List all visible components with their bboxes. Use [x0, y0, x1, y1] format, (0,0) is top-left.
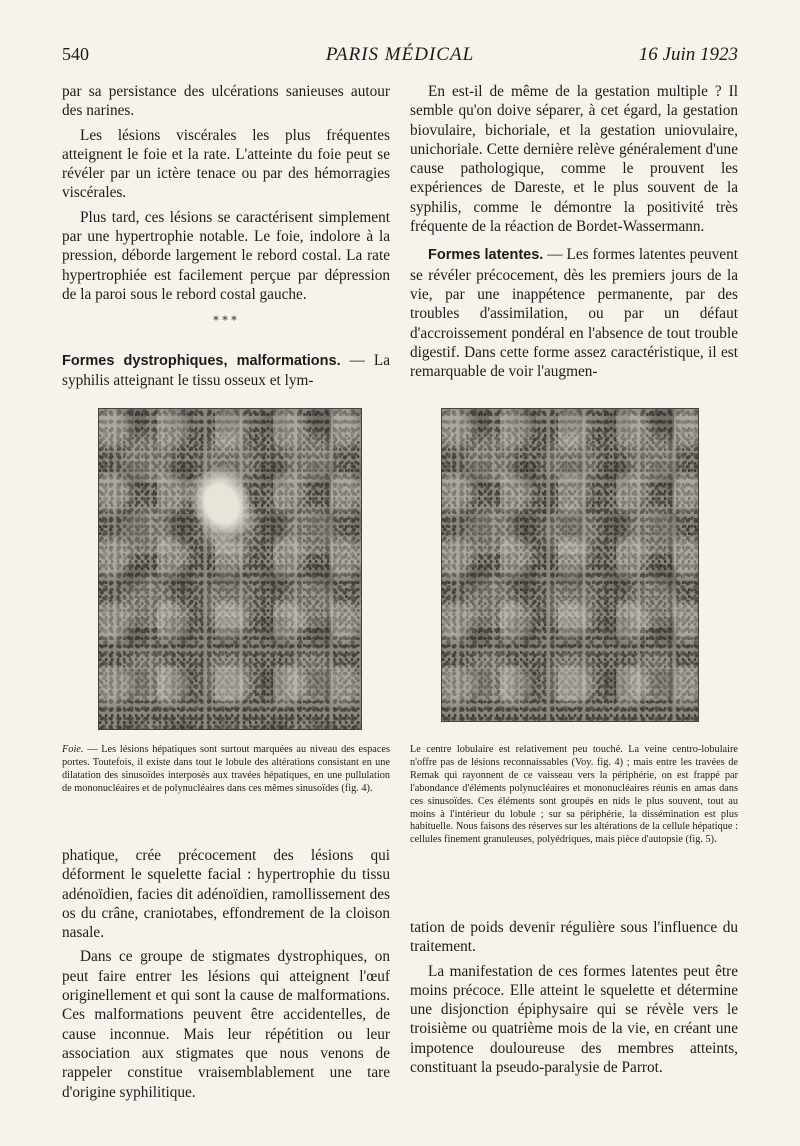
- journal-title: PARIS MÉDICAL: [325, 44, 475, 65]
- right-column-top: [410, 82, 738, 381]
- section-heading: Formes dystrophiques, malformations.: [62, 353, 341, 369]
- section-text: — La syphilis atteignant le tissu osseux et lym-: [62, 352, 390, 390]
- left-column-top: [62, 82, 390, 304]
- left-column-bottom: [62, 846, 390, 1102]
- paragraph: [410, 245, 738, 381]
- paragraph: tation de poids devenir régulière sous l'influence du traitement.: [410, 919, 738, 956]
- paragraph: Dans ce groupe de stigmates dystrophiques, on peut faire entrer les lésions qui atteignent l'œuf originellement et qui sont la cause de malformations. Ces malformations peuvent être accidentelles, de cause inconnue. Mais leur répétition ou leur association aux stigmates que nous venons de rappeler constitue vraisemblablement une tare d'origine syphilitique.: [62, 948, 390, 1101]
- paragraph: La manifestation de ces formes latentes peut être moins précoce. Elle atteint le squelette et détermine une disjonction épiphysaire qui se révèle vers le troisième ou quatrième mois de la vie, en créant une impotence douloureuse des membres atteints, constituant la pseudo-paralysie de Parrot.: [410, 962, 738, 1077]
- section-text: — Les formes latentes peuvent se révéler précocement, dès les premiers jours de la vie, par une inappétence permanente, par des troubles d'assimilation, ou par un défaut d'accroissement pondéral en l'absence de tout trouble digestif. Dans cette forme assez caractéristique, il est remarquable de voir l'augmen-: [410, 246, 738, 381]
- figure-caption-left: [62, 744, 390, 796]
- liver-micrograph-right: [441, 408, 699, 722]
- paragraph: En est-il de même de la gestation multiple ? Il semble qu'on doive séparer, à cet égard, la gestation biovulaire, bichoriale, et la gestation uniovulaire, unichoriale. Cette dernière relève généralement d'une cause pathologique, comme le prouvent les expériences de Dareste, et le plus souvent de la syphilis, comme le démontre la positivité très fréquente de la réaction de Bordet-Wassermann.: [410, 83, 738, 236]
- figure-caption-right: [410, 744, 738, 847]
- caption-text: Le centre lobulaire est relativement peu touché. La veine centro-lobulaire n'offre pas de lésions reconnaissables (Voy. fig. 4) ; mais entre les travées de Remak qui rayonnent de ce vaisseau vers la périphérie, on est frappé par l'abondance d'éléments polynucléaires et mononucléaires réunis en amas dans ces sinusoïdes. Ces éléments sont groupés en nids le plus souvent, tout au moins à l'intérieur du lobule ; sur sa périphérie, la dissémination est plus habituelle. Nous faisons des réserves sur les altérations de la cellule hépatique : cellules finement granuleuses, polyédriques, mais pièce d'autopsie (fig. 5).: [410, 744, 738, 846]
- liver-micrograph-left: [98, 408, 362, 730]
- paragraph: Plus tard, ces lésions se caractérisent simplement par une hypertrophie notable. Le foie, indolore à la pression, déborde largement le rebord costal. La rate hypertrophiée est facilement perçue par dépression de la paroi sous le rebord costal gauche.: [62, 208, 390, 303]
- section-break: * * *: [213, 314, 237, 327]
- right-column-bottom: [410, 918, 738, 1077]
- paragraph: par sa persistance des ulcérations sanieuses autour des narines.: [62, 83, 390, 120]
- running-header: [62, 44, 738, 74]
- caption-label: Foie.: [62, 744, 84, 755]
- paragraph: Les lésions viscérales les plus fréquentes atteignent le foie et la rate. L'atteinte du foie peut se révéler par un ictère tenace ou par des hémorragies viscérales.: [62, 126, 390, 202]
- dystrophic-section: [62, 351, 390, 391]
- caption-text: — Les lésions hépatiques sont surtout marquées au niveau des espaces portes. Toutefois, il existe dans tout le lobule des altérations consistant en une dilatation des sinusoïdes interposés aux travées hépatiques, en une pullulation de mononucléaires et de polynucléaires dans ces mêmes sinusoïdes (fig. 4).: [62, 744, 390, 794]
- section-heading: Formes latentes.: [428, 247, 544, 264]
- paragraph: phatique, crée précocement des lésions qui déforment le squelette facial : hypertrophie du tissu adénoïdien, facies dit adénoïdien, ramollissement des os du crâne, craniotabes, effondrement de la cloison nasale.: [62, 847, 390, 942]
- paragraph: [62, 351, 390, 391]
- page-number: 540: [62, 44, 89, 64]
- issue-date: 16 Juin 1923: [638, 44, 738, 65]
- portal-space: [182, 461, 261, 548]
